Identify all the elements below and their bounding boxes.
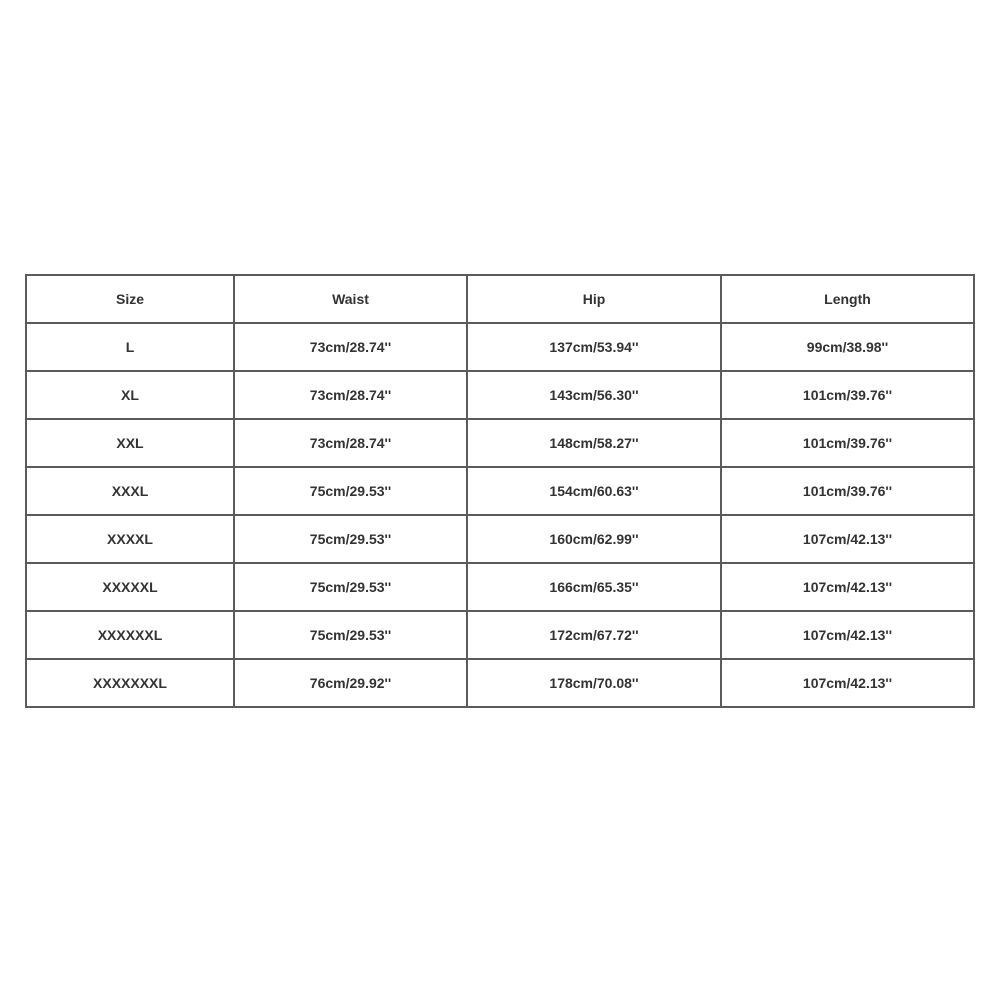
- cell-size: XXL: [26, 419, 234, 467]
- cell-hip: 148cm/58.27'': [467, 419, 721, 467]
- cell-waist: 73cm/28.74'': [234, 371, 467, 419]
- cell-size: XXXXXXL: [26, 611, 234, 659]
- cell-size: XXXL: [26, 467, 234, 515]
- cell-hip: 178cm/70.08'': [467, 659, 721, 707]
- cell-length: 101cm/39.76'': [721, 419, 974, 467]
- cell-length: 101cm/39.76'': [721, 371, 974, 419]
- cell-hip: 143cm/56.30'': [467, 371, 721, 419]
- cell-hip: 160cm/62.99'': [467, 515, 721, 563]
- table-row: [26, 419, 974, 467]
- cell-waist: 73cm/28.74'': [234, 323, 467, 371]
- cell-size: XXXXXXXL: [26, 659, 234, 707]
- header-waist: Waist: [234, 275, 467, 323]
- cell-length: 107cm/42.13'': [721, 563, 974, 611]
- cell-waist: 75cm/29.53'': [234, 563, 467, 611]
- cell-hip: 137cm/53.94'': [467, 323, 721, 371]
- cell-hip: 154cm/60.63'': [467, 467, 721, 515]
- cell-size: XXXXL: [26, 515, 234, 563]
- cell-waist: 75cm/29.53'': [234, 467, 467, 515]
- header-length: Length: [721, 275, 974, 323]
- size-chart-table: [25, 274, 975, 708]
- cell-waist: 73cm/28.74'': [234, 419, 467, 467]
- cell-length: 101cm/39.76'': [721, 467, 974, 515]
- header-hip: Hip: [467, 275, 721, 323]
- table-row: [26, 515, 974, 563]
- cell-length: 99cm/38.98'': [721, 323, 974, 371]
- header-size: Size: [26, 275, 234, 323]
- cell-length: 107cm/42.13'': [721, 659, 974, 707]
- cell-hip: 172cm/67.72'': [467, 611, 721, 659]
- cell-waist: 76cm/29.92'': [234, 659, 467, 707]
- table-row: [26, 659, 974, 707]
- table-row: [26, 563, 974, 611]
- cell-size: XXXXXL: [26, 563, 234, 611]
- cell-waist: 75cm/29.53'': [234, 515, 467, 563]
- cell-length: 107cm/42.13'': [721, 611, 974, 659]
- cell-length: 107cm/42.13'': [721, 515, 974, 563]
- cell-hip: 166cm/65.35'': [467, 563, 721, 611]
- table-row: [26, 611, 974, 659]
- table-row: [26, 371, 974, 419]
- table-row: [26, 467, 974, 515]
- table-row: [26, 323, 974, 371]
- table-header-row: [26, 275, 974, 323]
- cell-size: L: [26, 323, 234, 371]
- cell-size: XL: [26, 371, 234, 419]
- cell-waist: 75cm/29.53'': [234, 611, 467, 659]
